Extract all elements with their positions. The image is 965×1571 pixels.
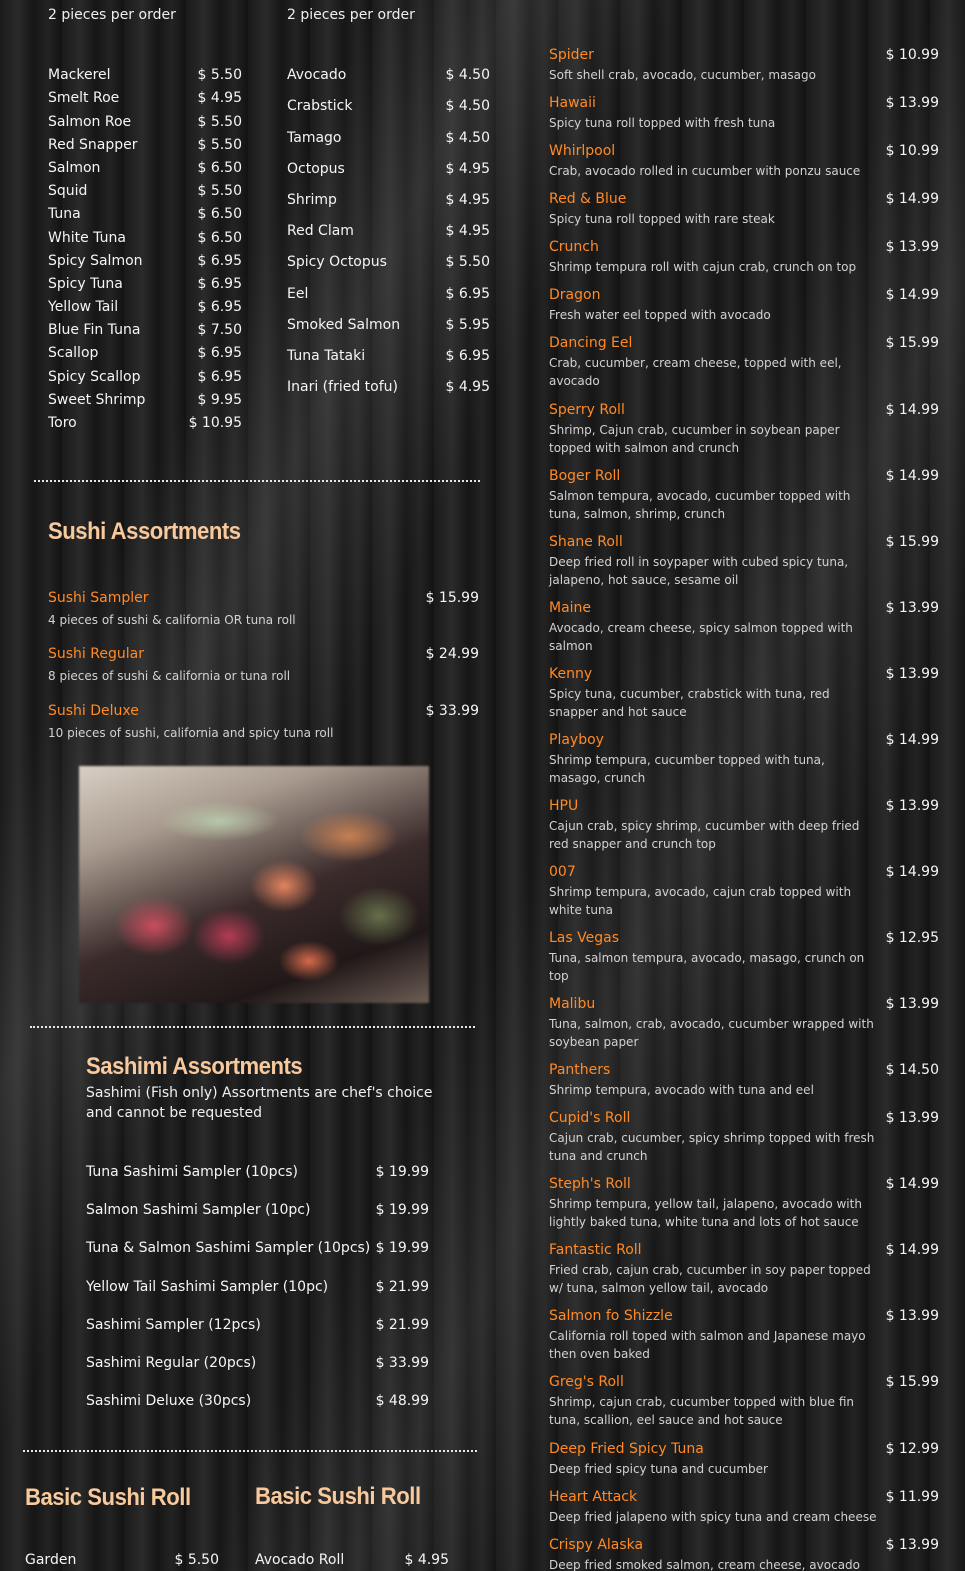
item-name: Yellow Tail Sashimi Sampler (10pc) bbox=[86, 1279, 329, 1295]
item-description: Deep fried spicy tuna and cucumber bbox=[549, 1462, 768, 1476]
special-roll-header bbox=[549, 402, 939, 418]
item-price: $ 13.99 bbox=[885, 95, 939, 111]
cooked-item bbox=[287, 379, 490, 395]
item-name: Smoked Salmon bbox=[287, 317, 401, 333]
special-roll-header bbox=[549, 1242, 939, 1258]
item-description: Soft shell crab, avocado, cucumber, masago bbox=[549, 68, 816, 82]
item-price: $ 4.50 bbox=[445, 98, 490, 114]
cooked-item bbox=[287, 161, 490, 177]
special-roll-header bbox=[549, 1176, 939, 1192]
item-price: $ 48.99 bbox=[375, 1393, 429, 1409]
item-name: Sushi Deluxe bbox=[48, 703, 139, 719]
cooked-item bbox=[287, 254, 490, 270]
special-roll-header bbox=[549, 468, 939, 484]
item-description: Avocado, cream cheese, spicy salmon topped with salmon bbox=[549, 621, 853, 653]
item-name: Crunch bbox=[549, 239, 599, 255]
item-description: 4 pieces of sushi & california OR tuna roll bbox=[48, 613, 296, 627]
special-roll-header bbox=[549, 1110, 939, 1126]
nigiri-item bbox=[48, 114, 242, 130]
item-price: $ 10.99 bbox=[885, 47, 939, 63]
item-name: Greg's Roll bbox=[549, 1374, 624, 1390]
item-name: Salmon bbox=[48, 160, 101, 176]
item-name: Spicy Scallop bbox=[48, 369, 141, 385]
item-price: $ 13.99 bbox=[885, 798, 939, 814]
item-name: Tuna & Salmon Sashimi Sampler (10pcs) bbox=[86, 1240, 371, 1256]
item-price: $ 14.99 bbox=[885, 732, 939, 748]
item-name: Tuna bbox=[48, 206, 81, 222]
special-roll-item bbox=[549, 798, 939, 853]
item-name: Sashimi Deluxe (30pcs) bbox=[86, 1393, 252, 1409]
sashimi-item bbox=[86, 1355, 429, 1371]
item-name: Panthers bbox=[549, 1062, 611, 1078]
nigiri-item bbox=[48, 206, 242, 222]
item-name: Spider bbox=[549, 47, 594, 63]
cooked-item bbox=[287, 98, 490, 114]
item-name: Mackerel bbox=[48, 67, 111, 83]
item-price: $ 5.50 bbox=[197, 114, 242, 130]
nigiri-item bbox=[48, 183, 242, 199]
item-name: Salmon fo Shizzle bbox=[549, 1308, 673, 1324]
item-description: Shrimp tempura, yellow tail, jalapeno, avocado with lightly baked tuna, white tuna and lots of hot sauce bbox=[549, 1197, 862, 1229]
basic-left-item bbox=[25, 1552, 219, 1568]
item-name: Avocado bbox=[287, 67, 347, 83]
sushi-assortments-title: Sushi Assortments bbox=[48, 518, 241, 545]
item-name: Smelt Roe bbox=[48, 90, 120, 106]
item-description: Cajun crab, spicy shrimp, cucumber with deep fried red snapper and crunch top bbox=[549, 819, 860, 851]
item-name: White Tuna bbox=[48, 230, 126, 246]
sashimi-item bbox=[86, 1240, 429, 1256]
special-roll-header bbox=[549, 47, 939, 63]
nigiri-item bbox=[48, 392, 242, 408]
item-price: $ 21.99 bbox=[375, 1317, 429, 1333]
item-description: Crab, cucumber, cream cheese, topped with eel, avocado bbox=[549, 356, 842, 388]
item-description: Shrimp tempura, avocado with tuna and eel bbox=[549, 1083, 814, 1097]
item-price: $ 13.99 bbox=[885, 600, 939, 616]
special-roll-header bbox=[549, 191, 939, 207]
item-name: 007 bbox=[549, 864, 576, 880]
item-price: $ 4.95 bbox=[445, 161, 490, 177]
nigiri-item bbox=[48, 415, 242, 431]
special-roll-header bbox=[549, 335, 939, 351]
item-description: Spicy tuna roll topped with rare steak bbox=[549, 212, 775, 226]
sashimi-item bbox=[86, 1202, 429, 1218]
item-price: $ 19.99 bbox=[375, 1202, 429, 1218]
item-name: Boger Roll bbox=[549, 468, 621, 484]
item-name: Hawaii bbox=[549, 95, 596, 111]
special-roll-header bbox=[549, 534, 939, 550]
assortment-item bbox=[48, 646, 479, 662]
item-name: Octopus bbox=[287, 161, 345, 177]
special-roll-header bbox=[549, 239, 939, 255]
item-price: $ 19.99 bbox=[375, 1240, 429, 1256]
item-name: Sushi Regular bbox=[48, 646, 144, 662]
item-price: $ 33.99 bbox=[375, 1355, 429, 1371]
item-name: Blue Fin Tuna bbox=[48, 322, 141, 338]
item-name: HPU bbox=[549, 798, 579, 814]
item-description: Shrimp tempura roll with cajun crab, crunch on top bbox=[549, 260, 857, 274]
nigiri-item bbox=[48, 322, 242, 338]
sashimi-item bbox=[86, 1164, 429, 1180]
special-roll-item bbox=[549, 468, 939, 523]
item-price: $ 5.50 bbox=[197, 67, 242, 83]
item-price: $ 4.95 bbox=[445, 379, 490, 395]
basic-right-item bbox=[255, 1552, 449, 1568]
item-price: $ 13.99 bbox=[885, 1110, 939, 1126]
item-price: $ 13.99 bbox=[885, 666, 939, 682]
item-price: $ 15.99 bbox=[885, 534, 939, 550]
item-price: $ 4.50 bbox=[445, 67, 490, 83]
item-price: $ 14.99 bbox=[885, 287, 939, 303]
item-name: Steph's Roll bbox=[549, 1176, 631, 1192]
item-description: Shrimp, cajun crab, cucumber topped with blue fin tuna, scallion, eel sauce and hot sauce bbox=[549, 1395, 854, 1427]
item-description: Deep fried jalapeno with spicy tuna and cream cheese bbox=[549, 1510, 877, 1524]
item-name: Red Snapper bbox=[48, 137, 138, 153]
cooked-item bbox=[287, 286, 490, 302]
item-description: California roll toped with salmon and Japanese mayo then oven baked bbox=[549, 1329, 866, 1361]
item-name: Maine bbox=[549, 600, 592, 616]
item-name: Shane Roll bbox=[549, 534, 623, 550]
item-description: Cajun crab, cucumber, spicy shrimp topped with fresh tuna and crunch bbox=[549, 1131, 875, 1163]
item-name: Shrimp bbox=[287, 192, 337, 208]
item-name: Spicy Octopus bbox=[287, 254, 387, 270]
sashimi-subtitle: Sashimi (Fish only) Assortments are chef's choice and cannot be requested bbox=[86, 1085, 433, 1121]
item-price: $ 6.95 bbox=[197, 276, 242, 292]
item-price: $ 6.95 bbox=[445, 286, 490, 302]
item-price: $ 14.50 bbox=[885, 1062, 939, 1078]
item-name: Spicy Salmon bbox=[48, 253, 143, 269]
nigiri-item bbox=[48, 345, 242, 361]
nigiri-item bbox=[48, 160, 242, 176]
item-name: Sushi Sampler bbox=[48, 590, 149, 606]
item-description: Shrimp, Cajun crab, cucumber in soybean paper topped with salmon and crunch bbox=[549, 423, 840, 455]
special-roll-item bbox=[549, 732, 939, 787]
item-price: $ 13.99 bbox=[885, 1537, 939, 1553]
item-price: $ 13.99 bbox=[885, 996, 939, 1012]
item-name: Las Vegas bbox=[549, 930, 619, 946]
item-name: Fantastic Roll bbox=[549, 1242, 642, 1258]
item-price: $ 33.99 bbox=[425, 703, 479, 719]
special-roll-header bbox=[549, 1308, 939, 1324]
special-roll-header bbox=[549, 143, 939, 159]
item-price: $ 14.99 bbox=[885, 1176, 939, 1192]
special-roll-item bbox=[549, 1308, 939, 1363]
item-price: $ 4.95 bbox=[445, 192, 490, 208]
item-price: $ 14.99 bbox=[885, 191, 939, 207]
item-price: $ 15.99 bbox=[885, 1374, 939, 1390]
special-roll-item bbox=[549, 95, 939, 132]
cooked-item bbox=[287, 317, 490, 333]
item-name: Toro bbox=[48, 415, 77, 431]
special-roll-header bbox=[549, 930, 939, 946]
item-description: Fried crab, cajun crab, cucumber in soy paper topped w/ tuna, salmon yellow tail, avocado bbox=[549, 1263, 871, 1295]
item-price: $ 7.50 bbox=[197, 322, 242, 338]
item-price: $ 15.99 bbox=[885, 335, 939, 351]
item-price: $ 5.95 bbox=[445, 317, 490, 333]
item-name: Tamago bbox=[287, 130, 342, 146]
special-roll-header bbox=[549, 1537, 939, 1553]
item-name: Red & Blue bbox=[549, 191, 627, 207]
item-price: $ 6.95 bbox=[197, 369, 242, 385]
item-description: Shrimp tempura, avocado, cajun crab topped with white tuna bbox=[549, 885, 852, 917]
item-name: Tuna Tataki bbox=[287, 348, 366, 364]
item-price: $ 14.99 bbox=[885, 864, 939, 880]
item-description: Crab, avocado rolled in cucumber with ponzu sauce bbox=[549, 164, 861, 178]
item-description: 8 pieces of sushi & california or tuna roll bbox=[48, 669, 291, 683]
special-roll-item bbox=[549, 930, 939, 985]
basic-roll-title-right: Basic Sushi Roll bbox=[255, 1483, 421, 1510]
item-description: Tuna, salmon, crab, avocado, cucumber wrapped with soybean paper bbox=[549, 1017, 874, 1049]
cooked-subtitle: 2 pieces per order bbox=[287, 7, 415, 23]
item-name: Crispy Alaska bbox=[549, 1537, 644, 1553]
special-roll-header bbox=[549, 1489, 939, 1505]
item-description: Deep fried roll in soypaper with cubed spicy tuna, jalapeno, hot sauce, sesame oil bbox=[549, 555, 849, 587]
item-name: Sperry Roll bbox=[549, 402, 625, 418]
special-roll-item bbox=[549, 239, 939, 276]
item-description: Deep fried smoked salmon, cream cheese, avocado bbox=[549, 1558, 861, 1571]
special-roll-item bbox=[549, 191, 939, 228]
cooked-item bbox=[287, 348, 490, 364]
item-name: Whirlpool bbox=[549, 143, 616, 159]
special-roll-item bbox=[549, 864, 939, 919]
item-price: $ 5.50 bbox=[445, 254, 490, 270]
item-price: $ 19.99 bbox=[375, 1164, 429, 1180]
sashimi-item bbox=[86, 1279, 429, 1295]
special-roll-item bbox=[549, 1242, 939, 1297]
item-name: Salmon Roe bbox=[48, 114, 132, 130]
section-divider bbox=[34, 480, 480, 482]
sashimi-item bbox=[86, 1393, 429, 1409]
item-price: $ 4.95 bbox=[445, 223, 490, 239]
nigiri-item bbox=[48, 276, 242, 292]
item-price: $ 6.95 bbox=[197, 299, 242, 315]
item-price: $ 6.50 bbox=[197, 206, 242, 222]
nigiri-item bbox=[48, 369, 242, 385]
sushi-platter-photo bbox=[79, 766, 429, 1003]
item-price: $ 6.95 bbox=[445, 348, 490, 364]
section-divider bbox=[23, 1450, 477, 1452]
sashimi-item bbox=[86, 1317, 429, 1333]
special-roll-header bbox=[549, 996, 939, 1012]
special-roll-item bbox=[549, 1441, 939, 1478]
item-name: Sweet Shrimp bbox=[48, 392, 146, 408]
special-roll-header bbox=[549, 798, 939, 814]
item-price: $ 6.50 bbox=[197, 160, 242, 176]
nigiri-item bbox=[48, 137, 242, 153]
item-price: $ 4.95 bbox=[404, 1552, 449, 1568]
item-price: $ 13.99 bbox=[885, 1308, 939, 1324]
item-price: $ 14.99 bbox=[885, 468, 939, 484]
nigiri-item bbox=[48, 299, 242, 315]
special-roll-item bbox=[549, 1489, 939, 1526]
item-name: Tuna Sashimi Sampler (10pcs) bbox=[86, 1164, 299, 1180]
assortment-item bbox=[48, 590, 479, 606]
item-description: Fresh water eel topped with avocado bbox=[549, 308, 771, 322]
item-name: Red Clam bbox=[287, 223, 354, 239]
item-price: $ 12.95 bbox=[885, 930, 939, 946]
item-name: Cupid's Roll bbox=[549, 1110, 631, 1126]
item-name: Crabstick bbox=[287, 98, 353, 114]
basic-roll-title-left: Basic Sushi Roll bbox=[25, 1484, 191, 1511]
item-name: Inari (fried tofu) bbox=[287, 379, 398, 395]
cooked-item bbox=[287, 67, 490, 83]
special-roll-item bbox=[549, 402, 939, 457]
item-name: Avocado Roll bbox=[255, 1552, 345, 1568]
nigiri-item bbox=[48, 67, 242, 83]
item-price: $ 15.99 bbox=[425, 590, 479, 606]
special-roll-item bbox=[549, 143, 939, 180]
special-roll-header bbox=[549, 600, 939, 616]
item-description: Spicy tuna roll topped with fresh tuna bbox=[549, 116, 776, 130]
item-description: 10 pieces of sushi, california and spicy tuna roll bbox=[48, 726, 334, 740]
item-price: $ 9.95 bbox=[197, 392, 242, 408]
item-price: $ 10.95 bbox=[188, 415, 242, 431]
item-price: $ 14.99 bbox=[885, 1242, 939, 1258]
special-roll-item bbox=[549, 47, 939, 84]
item-price: $ 10.99 bbox=[885, 143, 939, 159]
special-roll-item bbox=[549, 1374, 939, 1429]
item-description: Salmon tempura, avocado, cucumber topped with tuna, salmon, shrimp, crunch bbox=[549, 489, 851, 521]
cooked-item bbox=[287, 130, 490, 146]
cooked-item bbox=[287, 223, 490, 239]
item-name: Playboy bbox=[549, 732, 604, 748]
item-name: Yellow Tail bbox=[48, 299, 119, 315]
item-name: Squid bbox=[48, 183, 88, 199]
item-price: $ 6.95 bbox=[197, 253, 242, 269]
assortment-item bbox=[48, 703, 479, 719]
nigiri-subtitle: 2 pieces per order bbox=[48, 7, 176, 23]
item-price: $ 24.99 bbox=[425, 646, 479, 662]
item-name: Malibu bbox=[549, 996, 596, 1012]
section-divider bbox=[30, 1026, 475, 1028]
item-price: $ 13.99 bbox=[885, 239, 939, 255]
item-name: Dancing Eel bbox=[549, 335, 633, 351]
item-name: Salmon Sashimi Sampler (10pc) bbox=[86, 1202, 311, 1218]
item-name: Scallop bbox=[48, 345, 99, 361]
special-roll-item bbox=[549, 666, 939, 721]
special-roll-item bbox=[549, 287, 939, 324]
special-roll-item bbox=[549, 600, 939, 655]
item-name: Sashimi Regular (20pcs) bbox=[86, 1355, 257, 1371]
nigiri-item bbox=[48, 90, 242, 106]
item-name: Sashimi Sampler (12pcs) bbox=[86, 1317, 261, 1333]
item-description: Tuna, salmon tempura, avocado, masago, crunch on top bbox=[549, 951, 865, 983]
item-price: $ 4.50 bbox=[445, 130, 490, 146]
nigiri-item bbox=[48, 230, 242, 246]
item-name: Deep Fried Spicy Tuna bbox=[549, 1441, 704, 1457]
item-name: Heart Attack bbox=[549, 1489, 638, 1505]
item-price: $ 6.50 bbox=[197, 230, 242, 246]
item-price: $ 6.95 bbox=[197, 345, 242, 361]
item-price: $ 11.99 bbox=[885, 1489, 939, 1505]
special-roll-item bbox=[549, 1062, 939, 1099]
sashimi-assortments-title: Sashimi Assortments bbox=[86, 1053, 303, 1080]
item-price: $ 4.95 bbox=[197, 90, 242, 106]
item-price: $ 5.50 bbox=[197, 137, 242, 153]
item-price: $ 12.99 bbox=[885, 1441, 939, 1457]
special-roll-item bbox=[549, 534, 939, 589]
nigiri-item bbox=[48, 253, 242, 269]
special-roll-item bbox=[549, 1537, 939, 1571]
special-roll-item bbox=[549, 335, 939, 390]
special-roll-header bbox=[549, 864, 939, 880]
item-name: Spicy Tuna bbox=[48, 276, 123, 292]
special-roll-header bbox=[549, 1062, 939, 1078]
item-name: Eel bbox=[287, 286, 309, 302]
special-roll-header bbox=[549, 1441, 939, 1457]
special-roll-item bbox=[549, 1110, 939, 1165]
item-price: $ 5.50 bbox=[174, 1552, 219, 1568]
special-roll-item bbox=[549, 1176, 939, 1231]
item-price: $ 21.99 bbox=[375, 1279, 429, 1295]
special-roll-header bbox=[549, 666, 939, 682]
item-name: Kenny bbox=[549, 666, 593, 682]
item-price: $ 5.50 bbox=[197, 183, 242, 199]
item-description: Shrimp tempura, cucumber topped with tuna, masago, crunch bbox=[549, 753, 825, 785]
item-name: Garden bbox=[25, 1552, 77, 1568]
special-roll-item bbox=[549, 996, 939, 1051]
special-roll-header bbox=[549, 95, 939, 111]
cooked-item bbox=[287, 192, 490, 208]
special-roll-header bbox=[549, 732, 939, 748]
special-roll-header bbox=[549, 287, 939, 303]
special-roll-header bbox=[549, 1374, 939, 1390]
item-price: $ 14.99 bbox=[885, 402, 939, 418]
item-description: Spicy tuna, cucumber, crabstick with tuna, red snapper and hot sauce bbox=[549, 687, 830, 719]
item-name: Dragon bbox=[549, 287, 601, 303]
